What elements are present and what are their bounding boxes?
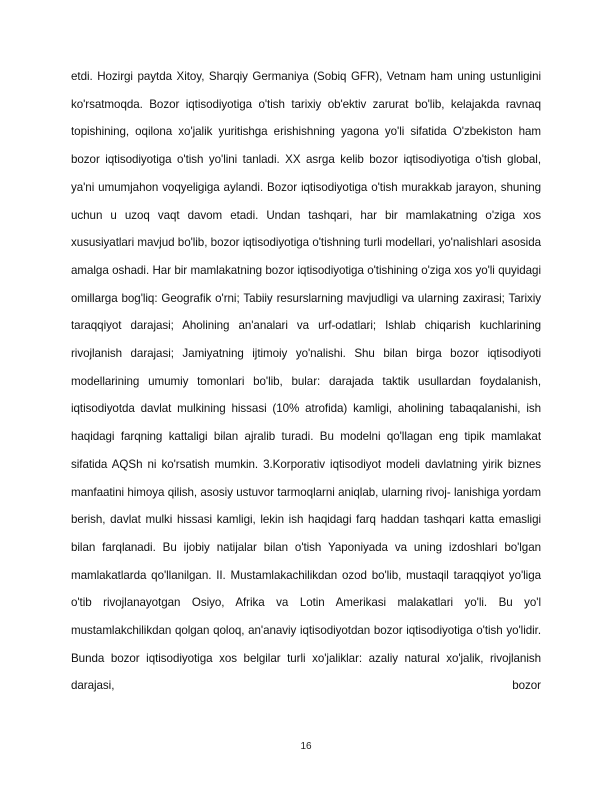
body-paragraph: etdi. Hozirgi paytda Xitoy, Sharqiy Germaniya (Sobiq GFR), Vetnam ham uning ustunligini ko'rsatmoqda. Bozor iqtisodiyotiga o'tish tarixiy ob'ektiv zarurat bo'lib, kelajakda ravnaq topishining, oqilona xo'jalik yuritishga erishishning yagona yo'li sifatida O'zbekiston ham bozor iqtisodiyotiga o'tish yo'lini tanladi. XX asrga kelib bozor iqtisodiyotiga o'tish global, ya'ni umumjahon voqyeligiga aylandi. Bozor iqtisodiyotiga o'tish murakkab jarayon, shuning uchun u uzoq vaqt davom etadi. Undan tashqari, har bir mamlakatning o'ziga xos xususiyatlari mavjud bo'lib, bozor iqtisodiyotiga o'tishning turli modellari, yo'nalishlari asosida amalga oshadi. Har bir mamlakatning bozor iqtisodiyotiga o'tishining o'ziga xos yo'li quyidagi omillarga bog'liq: Geografik o'rni; Tabiiy resurslarning mavjudligi va ularning zaxirasi; Tarixiy taraqqiyot darajasi; Aholining an'analari va urf-odatlari; Ishlab chiqarish kuchlarining rivojlanish darajasi; Jamiyatning ijtimoiy yo'nalishi. Shu bilan birga bozor iqtisodiyoti modellarining umumiy tomonlari bo'lib, bular: darajada taktik usullardan foydalanish, iqtisodiyotda davlat mulkining hissasi (10% atrofida) kamligi, aholining tabaqalanishi, ish haqidagi farqning kattaligi bilan ajralib turadi. Bu modelni qo'llagan eng tipik mamlakat sifatida AQSh ni ko'rsatish mumkin. 3.Korporativ iqtisodiyot modeli davlatning yirik biznes manfaatini himoya qilish, asosiy ustuvor tarmoqlarni aniqlab, ularning rivoj- lanishiga yordam berish, davlat mulki hissasi kamligi, lekin ish haqidagi farq haddan tashqari katta emasligi bilan farqlanadi. Bu ijobiy natijalar bilan o'tish Yaponiyada va uning izdoshlari bo'lgan mamlakatlarda qo'llanilgan. II. Mustamlakachilikdan ozod bo'lib, mustaqil taraqqiyot yo'liga o'tib rivojlanayotgan Osiyo, Afrika va Lotin Amerikasi malakatlari yo'li. Bu yo'l mustamlakchilikdan qolgan qoloq, an'anaviy iqtisodiyotdan bozor iqtisodiyotiga o'tish yo'lidir. Bunda bozor iqtisodiyotiga xos belgilar turli xo'jaliklar: azaliy natural xo'jalik, rivojlanish darajasi, bozor — [71, 70, 541, 693]
page-number: 16 — [300, 741, 312, 752]
